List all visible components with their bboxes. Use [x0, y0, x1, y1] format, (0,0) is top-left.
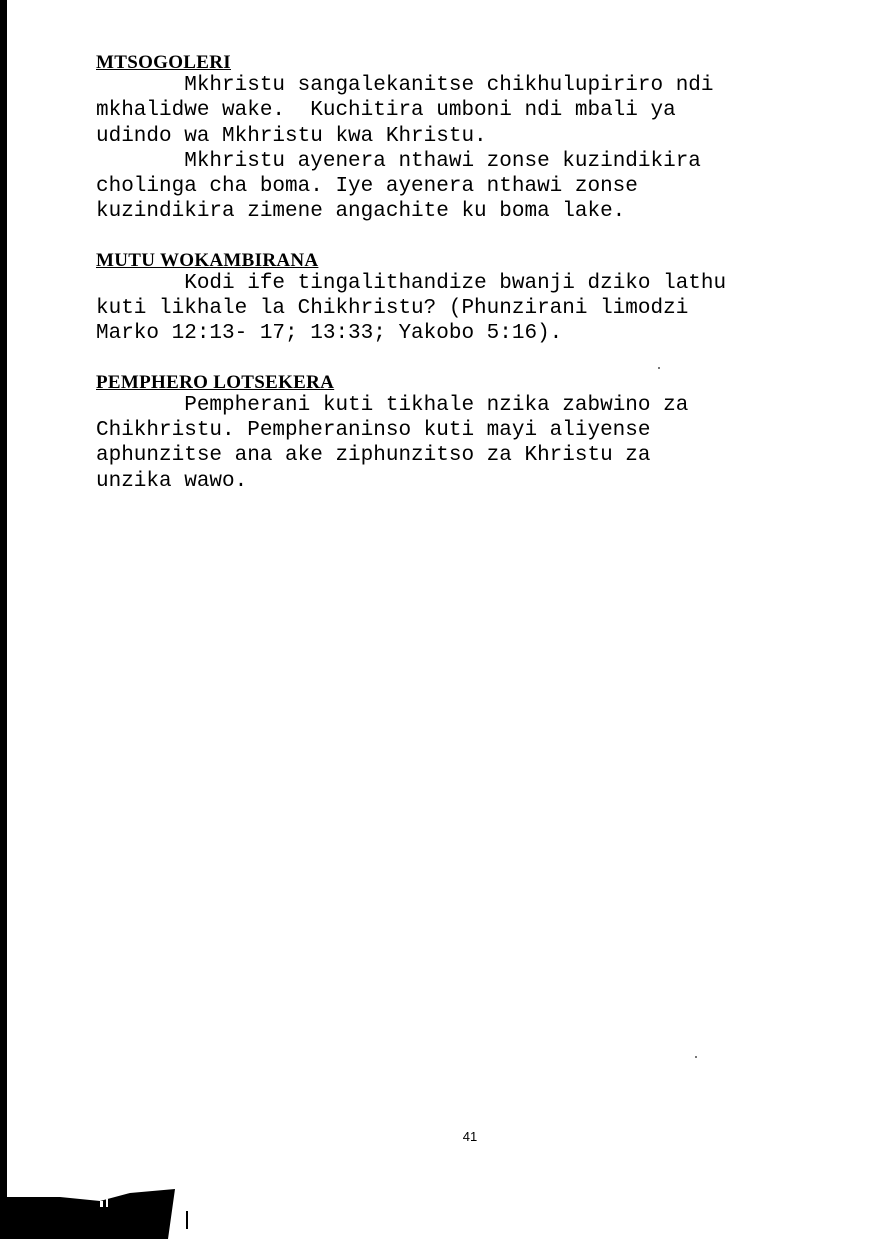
section-heading: MUTU WOKAMBIRANA [96, 249, 319, 271]
section-heading: PEMPHERO LOTSEKERA [96, 371, 335, 393]
paragraph: Mkhristu ayenera nthawi zonse kuzindikira cholinga cha boma. Iye ayenera nthawi zonse kuzindikira zimene angachite ku boma lake. [96, 149, 701, 224]
paragraph: Kodi ife tingalithandize bwanji dziko lathu kuti likhale la Chikhristu? (Phunzirani limodzi Marko 12:13- 17; 13:33; Yakobo 5:16). [96, 271, 727, 346]
page-number: 41 [462, 1129, 478, 1144]
scan-speck [658, 367, 660, 369]
section-mtsogoleri [96, 53, 856, 225]
scan-speck [695, 1056, 697, 1058]
scan-left-edge [0, 0, 7, 1239]
paragraph: Mkhristu sangalekanitse chikhulupiriro ndi mkhalidwe wake. Kuchitira umboni ndi mbali ya udindo wa Mkhristu kwa Khristu. [96, 74, 714, 148]
document-body [96, 53, 856, 520]
section-pemphero-lotsekera [96, 373, 856, 494]
scan-artifact [0, 1189, 200, 1239]
paragraph: Pempherani kuti tikhale nzika zabwino za Chikhristu. Pempheraninso kuti mayi aliyense aphunzitse ana ake ziphunzitso za Khristu za unzika wawo. [96, 393, 689, 493]
section-mutu-wokambirana [96, 251, 856, 347]
section-heading: MTSOGOLERI [96, 52, 231, 73]
